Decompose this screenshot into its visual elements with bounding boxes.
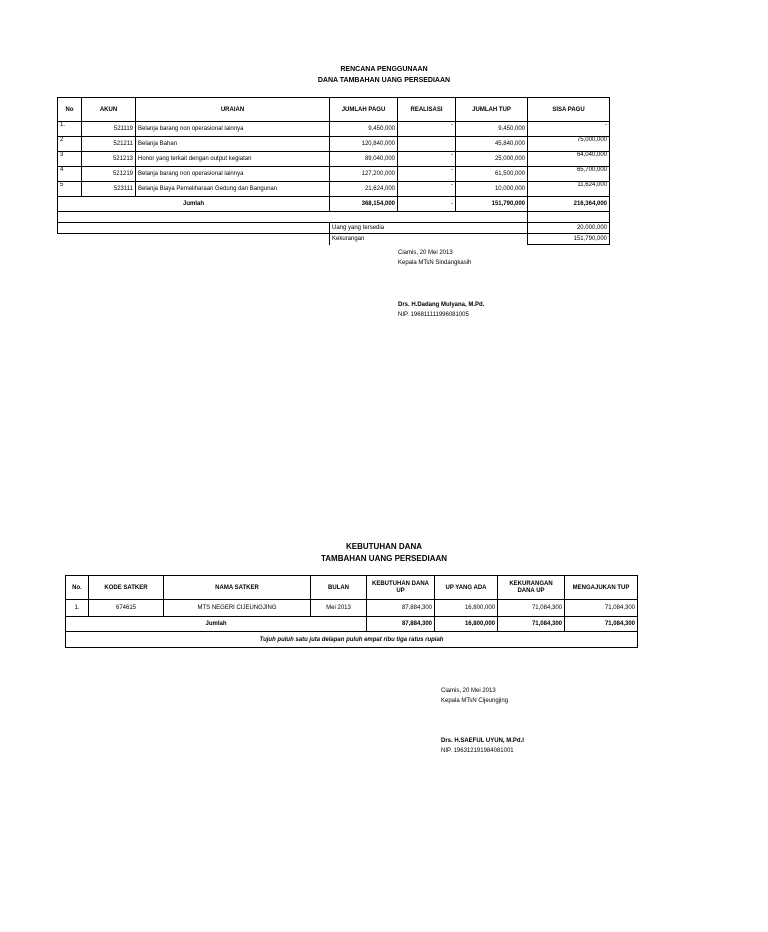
total-tup: 151,790,000 [456,197,528,212]
table-row [58,152,610,167]
cell-akun: 521219 [82,167,136,182]
cell-no: 5 [58,182,82,197]
header-mengajukan-tup: MENGAJUKAN TUP [565,576,638,600]
cell-tup: 10,000,000 [456,182,528,197]
cell-no: 2 [58,137,82,152]
header-kebutuhan-dana-up: KEBUTUHAN DANA UP [367,576,435,600]
header-no: No [58,98,82,122]
kekurangan-row [58,234,610,245]
header-sisa-pagu: SISA PAGU [528,98,610,122]
cell-tup: 25,000,000 [456,152,528,167]
header-bulan: BULAN [311,576,367,600]
cell-no: 4 [58,167,82,182]
cell-realisasi: - [398,167,456,182]
cell-tup: 61,500,000 [456,167,528,182]
header-realisasi: REALISASI [398,98,456,122]
total-label: Jumlah [66,617,367,632]
blank-cell [58,212,528,223]
header-nama-satker: NAMA SATKER [164,576,311,600]
cell-uraian: Belanja barang non operasional lainnya [136,122,330,137]
header-kode-satker: KODE SATKER [89,576,164,600]
uang-tersedia-value: 20,000,000 [528,223,610,234]
cell-tup: 45,840,000 [456,137,528,152]
uang-tersedia-row [58,223,610,234]
doc1-header-row [58,98,610,122]
cell-nama-satker: MTS NEGERI CIJEUNGJING [164,600,311,617]
cell-kebutuhan: 87,884,300 [367,600,435,617]
signature-place-date: Ciamis, 20 Mei 2013 [441,688,496,694]
total-tup: 71,084,300 [565,617,638,632]
total-label: Jumlah [58,197,330,212]
header-uraian: URAIAN [136,98,330,122]
cell-pagu: 21,624,000 [330,182,398,197]
total-kebutuhan: 87,884,300 [367,617,435,632]
cell-kekurangan: 71,084,300 [498,600,565,617]
spacer-cell [58,223,330,234]
total-kekurangan: 71,084,300 [498,617,565,632]
header-kekurangan-dana-up: KEKURANGAN DANA UP [498,576,565,600]
cell-realisasi: - [398,122,456,137]
table-row [58,167,610,182]
signature-position: Kepala MTsN Sindangkasih [398,260,472,266]
cell-kode-satker: 674615 [89,600,164,617]
signature-nip: NIP. 196811111996081005 [398,312,469,318]
signature-name: Drs. H.SAEFUL UYUN, M.Pd.I [441,738,524,744]
cell-bulan: Mei 2013 [311,600,367,617]
table-row [58,182,610,197]
doc1-table [57,97,610,245]
signature-name: Drs. H.Dadang Mulyana, M.Pd. [398,302,485,308]
cell-akun: 523111 [82,182,136,197]
kekurangan-label: Kekurangan [330,234,528,245]
signature-position: Kepala MTsN Cijeungjing [441,698,509,704]
header-akun: AKUN [82,98,136,122]
cell-uraian: Honor yang terkait dengan output kegiatan [136,152,330,167]
cell-tup: 71,084,300 [565,600,638,617]
cell-realisasi: - [398,152,456,167]
doc2-signature [441,686,524,756]
signature-nip: NIP. 196312191984081001 [441,748,514,754]
cell-no: 1. [66,600,89,617]
cell-uraian: Belanja Bahan [136,137,330,152]
cell-no: 1. [58,122,82,137]
header-no: No. [66,576,89,600]
cell-pagu: 89,040,000 [330,152,398,167]
doc2-table [65,575,638,648]
blank-cell [528,212,610,223]
cell-sisa: 65,700,000 [528,167,610,182]
cell-akun: 521213 [82,152,136,167]
cell-sisa: 64,040,000 [528,152,610,167]
cell-sisa: 11,624,000 [528,182,610,197]
cell-no: 3 [58,152,82,167]
kekurangan-value: 151,790,000 [528,234,610,245]
table-row [66,600,638,617]
header-jumlah-pagu: JUMLAH PAGU [330,98,398,122]
header-jumlah-tup: JUMLAH TUP [456,98,528,122]
doc1-signature [398,248,484,320]
cell-pagu: 9,450,000 [330,122,398,137]
blank-row [58,212,610,223]
total-realisasi: - [398,197,456,212]
doc2-title-line2: TAMBAHAN UANG PERSEDIAAN [320,554,448,563]
cell-pagu: 127,200,000 [330,167,398,182]
table-row [58,137,610,152]
cell-sisa: 75,000,000 [528,137,610,152]
doc1-title-line1: RENCANA PENGGUNAAN [340,66,428,73]
header-up-yang-ada: UP YANG ADA [435,576,498,600]
signature-place-date: Ciamis, 20 Mei 2013 [398,250,453,256]
cell-realisasi [398,137,456,152]
total-row [58,197,610,212]
total-pagu: 368,154,000 [330,197,398,212]
doc2-title-line1: KEBUTUHAN DANA [346,542,422,551]
cell-akun: 521211 [82,137,136,152]
cell-realisasi: - [398,182,456,197]
doc2-header-row [66,576,638,600]
total-up-ada: 16,800,000 [435,617,498,632]
cell-akun: 521119 [82,122,136,137]
terbilang-text: Tujuh puluh satu juta delapan puluh empat ribu tiga ratus rupiah [66,632,638,648]
total-sisa: 216,364,000 [528,197,610,212]
doc1-title-line2: DANA TAMBAHAN UANG PERSEDIAAN [317,77,451,84]
terbilang-row [66,632,638,648]
total-row [66,617,638,632]
spacer-cell [58,234,330,245]
table-row [58,122,610,137]
cell-uraian: Belanja Biaya Pemeliharaan Gedung dan Bangunan [136,182,330,197]
cell-sisa: - [528,122,610,137]
cell-uraian: Belanja barang non operasional lainnya [136,167,330,182]
uang-tersedia-label: Uang yang tersedia [330,223,528,234]
cell-tup: 9,450,000 [456,122,528,137]
cell-pagu: 120,840,000 [330,137,398,152]
cell-up-ada: 16,800,000 [435,600,498,617]
